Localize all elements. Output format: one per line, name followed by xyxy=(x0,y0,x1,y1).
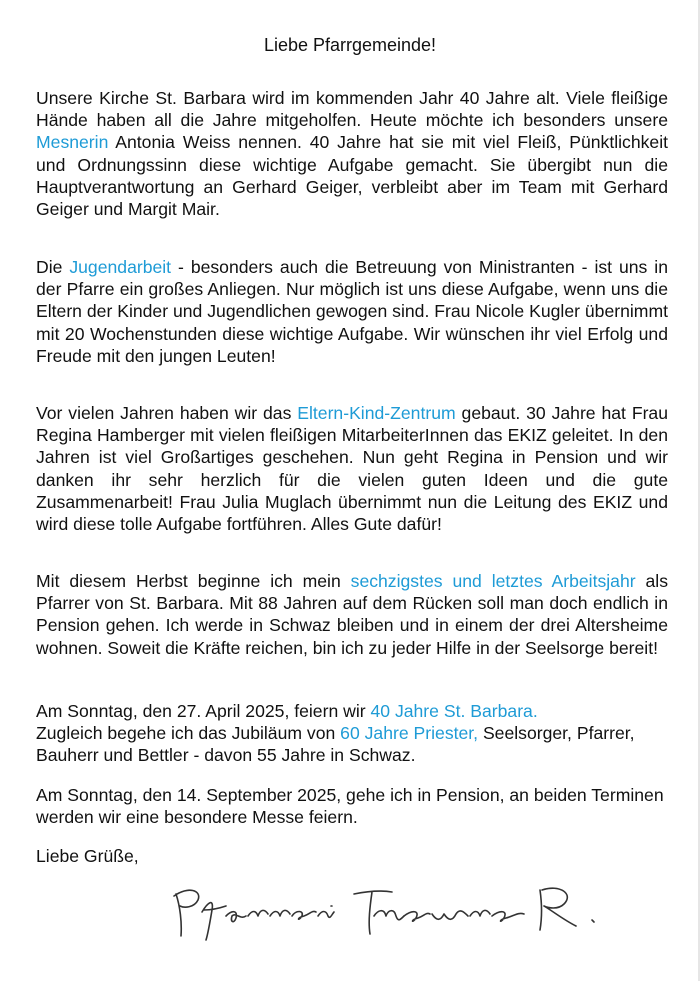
paragraph-text: Zugleich begehe ich das Jubiläum von xyxy=(36,723,341,744)
highlight-60-jahre-priester: 60 Jahre Priester, xyxy=(340,723,479,744)
closing-line: Liebe Grüße, xyxy=(36,846,139,866)
paragraph-text: Am Sonntag, den 27. April 2025, feiern wir xyxy=(36,701,371,721)
highlight-arbeitsjahr: sechzigstes und letztes Arbeitsjahr xyxy=(350,571,636,591)
paragraph-text: als Pfarrer von St. Barbara. Mit 88 Jahren auf dem Rücken soll man doch endlich in Pension gehen. Ich werde in Schwaz bleiben und in einem der drei Altersheime wohnen. Soweit die Kräfte reichen, bin ich zu jeder Hilfe in der Seelsorge bereit! xyxy=(36,571,668,658)
highlight-40-jahre: 40 Jahre St. Barbara. xyxy=(370,701,538,721)
paragraph-text: Seelsorger, Pfarrer, Bauherr und Bettler - davon 55 Jahre in Schwaz. xyxy=(36,723,635,766)
paragraph-text: Vor vielen Jahren haben wir das xyxy=(36,403,298,423)
paragraph-text: Unsere Kirche St. Barbara wird im kommenden Jahr 40 Jahre alt. Viele fleißige Hände haben all die Jahre mitgeholfen. Heute möchte ich besonders unsere xyxy=(36,88,668,131)
highlight-mesnerin: Mesnerin xyxy=(36,132,109,153)
paragraph-mesnerin xyxy=(36,87,668,220)
paragraph-arbeitsjahr xyxy=(36,570,668,659)
highlight-jugendarbeit: Jugendarbeit xyxy=(69,257,172,277)
paragraph-jubilaeum xyxy=(36,700,668,767)
paragraph-ekiz xyxy=(36,402,668,535)
letter-greeting: Liebe Pfarrgemeinde! xyxy=(263,35,437,55)
paragraph-text: Die xyxy=(36,257,70,277)
paragraph-text: Mit diesem Herbst beginne ich mein xyxy=(36,571,351,591)
paragraph-text: - besonders auch die Betreuung von Ministranten - ist uns in der Pfarre ein großes Anliegen. Nur möglich ist uns diese Aufgabe, wenn uns die Eltern der Kinder und Jugendlichen gewogen sind. Frau Nicole Kugler übernimmt mit 20 Wochenstunden diese wichtige Aufgabe. Wir wünschen ihr viel Erfolg und Freude mit den jungen Leuten! xyxy=(36,257,668,366)
handwritten-signature xyxy=(168,876,608,946)
paragraph-pension: Am Sonntag, den 14. September 2025, gehe ich in Pension, an beiden Terminen werden wir eine besondere Messe feiern. xyxy=(36,785,664,828)
paragraph-text: gebaut. 30 Jahre hat Frau Regina Hamberger mit vielen fleißigen MitarbeiterInnen das EKIZ geleitet. In den Jahren ist viel Großartiges geschehen. Nun geht Regina in Pension und wir danken ihr sehr herzlich für die vielen guten Ideen und die gute Zusammenarbeit! Frau Julia Muglach übernimmt nun die Leitung des EKIZ und wird diese tolle Aufgabe fortführen. Alles Gute dafür! xyxy=(36,403,668,535)
highlight-eltern-kind-zentrum: Eltern-Kind-Zentrum xyxy=(297,403,456,423)
paragraph-jugendarbeit xyxy=(36,256,668,367)
paragraph-text: Antonia Weiss nennen. 40 Jahre hat sie mit viel Fleiß, Pünktlichkeit und Ordnungssinn diese wichtige Aufgabe gemacht. Sie übergibt nun die Hauptverantwortung an Gerhard Geiger, verbleibt aber im Team mit Gerhard Geiger und Margit Mair. xyxy=(36,132,668,220)
